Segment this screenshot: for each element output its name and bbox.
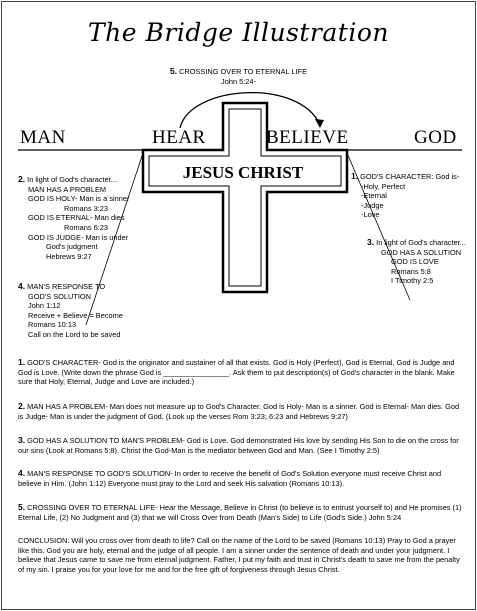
block-number: 4. (18, 281, 26, 291)
block-line: Hebrews 9:27 (46, 251, 92, 261)
paragraph-text: GOD'S CHARACTER- God is the originator and sustainer of all that exists. God is Holy (Perfect), God is Eternal, God is Judge and God is Love. (Write down the phrase God is ________________. Ask them to put description(s) of God's character in the blank. Make sure that Holy, Eternal, Judge and Love are included.) (18, 358, 455, 387)
block-line: God's judgment (46, 242, 98, 252)
paragraph-5 (18, 503, 463, 522)
block-line: Romans 6:23 (64, 222, 108, 232)
block-number: 3. (367, 237, 375, 247)
block-line: John 1:12 (28, 301, 61, 311)
block-line: GOD'S CHARACTER: God is- (360, 172, 460, 181)
block-line: GOD IS HOLY- Man is a sinner (28, 194, 130, 204)
paragraph-number: 2. (18, 401, 26, 411)
top-label-ref: John 5:24- (221, 77, 256, 86)
top-label-text: CROSSING OVER TO ETERNAL LIFE (179, 67, 308, 76)
heading-god: GOD (414, 127, 457, 148)
paragraph-4 (18, 469, 463, 488)
heading-man: MAN (20, 127, 66, 148)
block-line: Receive + Believe = Become (28, 310, 123, 320)
paragraph-text: CROSSING OVER TO ETERNAL LIFE- Hear the Message, Believe in Christ (to believe is to entrust yourself to) and He promises (1) Eternal Life, (2) No Judgment and (3) that we will Cross Over from Death (Man's Side) to Life (God's Side.) John 5:24 (18, 503, 462, 522)
block-line: GOD IS ETERNAL- Man dies (28, 213, 125, 223)
block-line: MAN HAS A PROBLEM (28, 184, 107, 194)
heading-believe: BELIEVE (266, 127, 349, 148)
block-line: Romans 10:13 (28, 320, 77, 330)
block-line: In light of God's character... (27, 175, 117, 184)
page-title: The Bridge Illustration (88, 18, 389, 47)
paragraph-2 (18, 402, 463, 421)
paragraph-number: 1. (18, 357, 26, 367)
block-number: 1. (351, 171, 359, 181)
paragraph-text: GOD HAS A SOLUTION TO MAN'S PROBLEM- God is Love. God demonstrated His love by sending His Son to die on the cross for our sins (Look at Romans 5:8). Christ the God-Man is the mediator between God and Man. (See I Timothy 2:5) (18, 436, 459, 455)
paragraph-3 (18, 436, 463, 455)
conclusion: CONCLUSION: Will you cross over from death to life? Call on the name of the Lord to be saved (Romans 10:13) Pray to God a prayer like this. God you are holy, eternal and the judge of all people. I am a sinner under the sentence of death and under your judgment. I believe that Jesus came to save me from eternal judgment. Father, I put my faith and trust in Christ's death to save me from the penalty of my sin. I praise you for your love for me and for the free gift of forgiveness through Jesus Christ. (18, 536, 460, 574)
block-line: -Love (361, 210, 380, 220)
block-line: Romans 5:8 (391, 266, 431, 276)
block-line: GOD IS JUDGE- Man is under (28, 232, 129, 242)
left-block-response (18, 282, 158, 340)
block-line: -Eternal (361, 191, 387, 201)
heading-hear: HEAR (152, 127, 206, 148)
block-line: Call on the Lord to be saved (28, 329, 121, 339)
block-line: Romans 3:23 (64, 203, 108, 213)
block-line: GOD'S SOLUTION (28, 291, 92, 301)
left-block-problem (18, 175, 148, 261)
block-line: In light of God's character... (376, 238, 466, 247)
paragraph-1 (18, 358, 463, 387)
block-line: MAN'S RESPONSE TO (27, 282, 106, 291)
cross-label: JESUS CHRIST (182, 163, 304, 182)
paragraph-text: MAN HAS A PROBLEM- Man does not measure up to God's Character. God is Holy- Man is a sinner. God is Eternal- Man dies. God is Judge- Man is under the judgment of God. (Look up the verses Rom 3:23; 6:23 and Hebrews 9:27) (18, 402, 460, 421)
paragraph-text: MAN'S RESPONSE TO GOD'S SOLUTION- In order to receive the benefit of God's Solution everyone must receive Christ and believe in Him. (John 1:12) Everyone must pray to the Lord and seek His salvation (Romans 10:13). (18, 469, 442, 488)
block-line: GOD HAS A SOLUTION (381, 247, 462, 257)
block-line: -Holy, Perfect (361, 181, 406, 191)
block-line: -Judge (361, 200, 384, 210)
right-block-character (351, 172, 471, 220)
block-number: 2. (18, 174, 26, 184)
right-block-solution (367, 238, 473, 286)
paragraph-number: 4. (18, 468, 26, 478)
paragraph-number: 3. (18, 435, 26, 445)
paragraph-number: 5. (18, 502, 26, 512)
block-line: I Timothy 2:5 (391, 276, 434, 286)
block-line: GOD IS LOVE (391, 257, 439, 267)
top-label-number: 5. (169, 66, 178, 76)
